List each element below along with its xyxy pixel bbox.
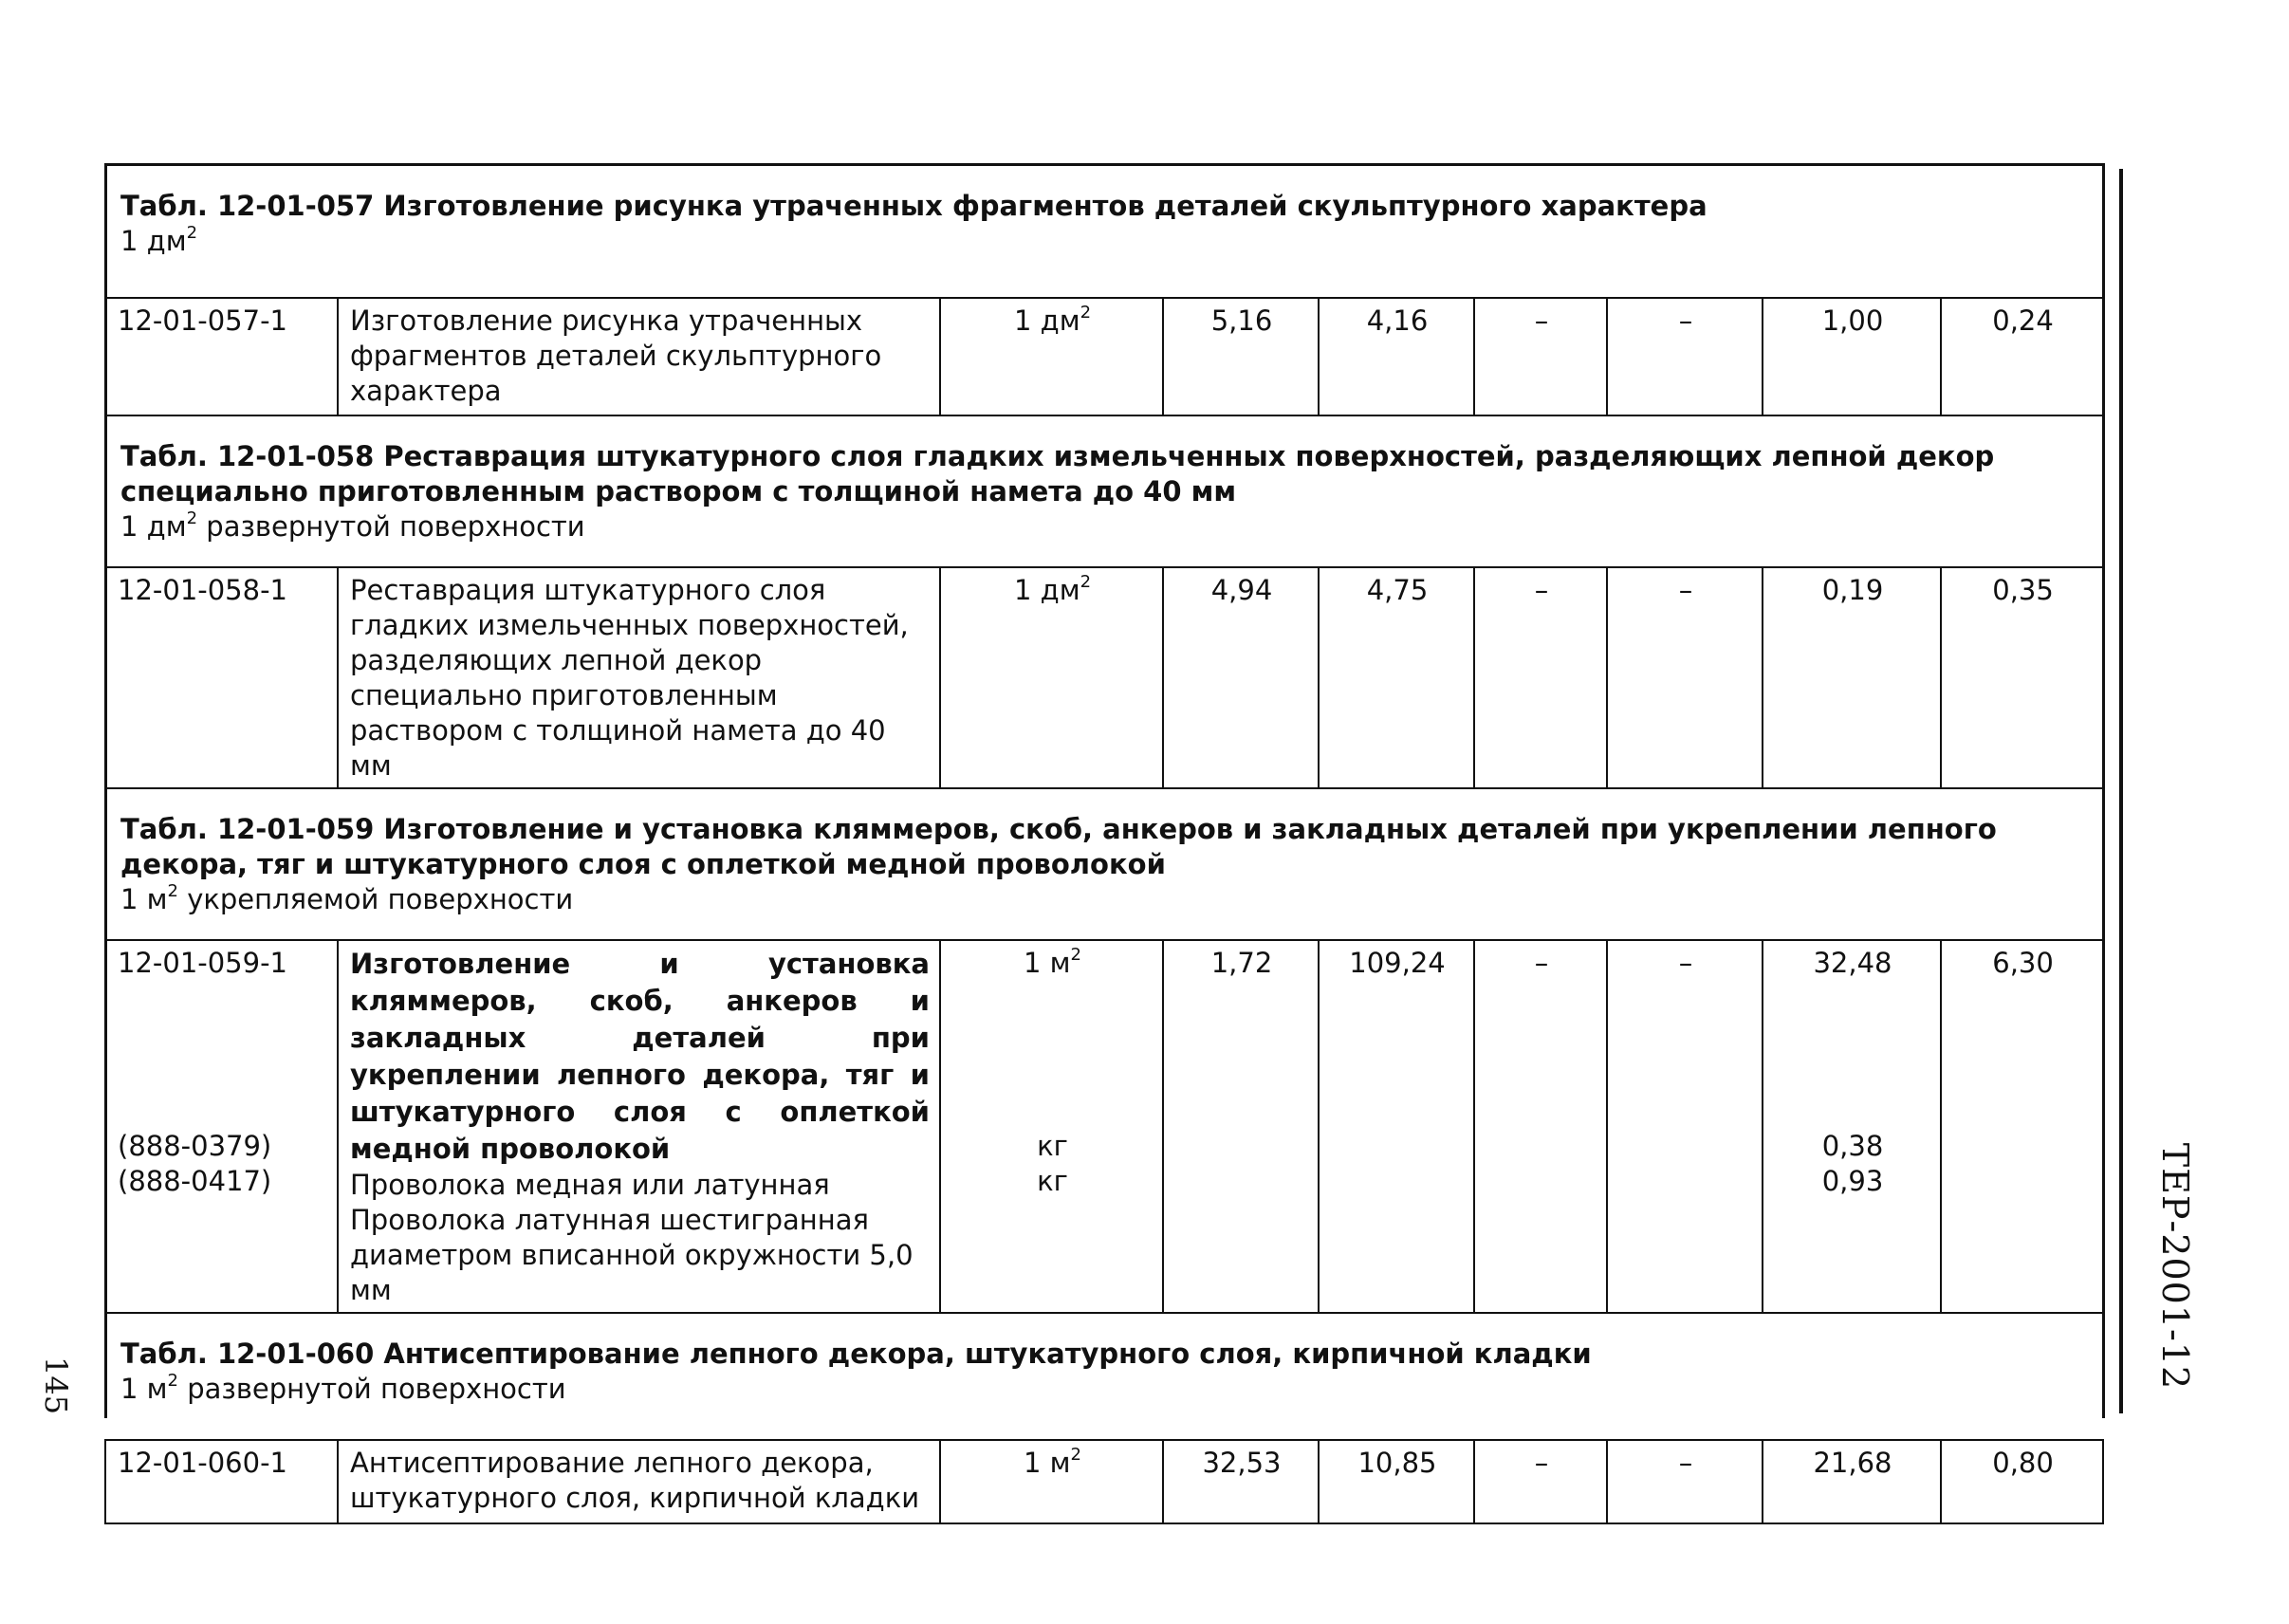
row-value-5-cell <box>1763 940 1941 1313</box>
row-value-6: 0,35 <box>1941 567 2103 788</box>
row-unit: 1 $м^2$ <box>1024 945 1081 979</box>
section-header-060 <box>105 1313 2103 1440</box>
section-title: Табл. 12-01-059 Изготовление и установка кляммеров, скоб, анкеров и закладных деталей при укреплении лепного декора, тяг и штукатурного слоя с оплеткой медной проволокой <box>120 813 1997 880</box>
side-rule <box>2119 169 2123 1413</box>
row-value-3: – <box>1474 1440 1607 1523</box>
row-value-3: – <box>1474 940 1607 1313</box>
section-header-057 <box>105 166 2103 298</box>
material-unit: кг <box>1037 1165 1068 1197</box>
section-header-058 <box>105 415 2103 567</box>
row-description: Изготовление рисунка утраченных фрагментов деталей скульптурного характера <box>338 298 940 415</box>
row-unit-cell <box>940 940 1163 1313</box>
section-unit: 1 $м^2$ развернутой поверхности <box>120 1371 566 1405</box>
row-value-6: 0,24 <box>1941 298 2103 415</box>
row-value-1: 1,72 <box>1163 940 1319 1313</box>
price-table <box>104 166 2104 1524</box>
material-qty: 0,93 <box>1821 1165 1884 1197</box>
material-code: (888-0417) <box>118 1165 272 1197</box>
table-row <box>105 298 2103 415</box>
row-description: Изготовление и установка кляммеров, скоб, анкеров и закладных деталей при укреплении лепного декора, тяг и штукатурного слоя с оплеткой медной проволокой <box>350 948 930 1165</box>
row-value-6: 0,80 <box>1941 1440 2103 1523</box>
page-number: 145 <box>38 1356 74 1415</box>
table-row <box>105 567 2103 788</box>
row-unit: 1 $м^2$ <box>940 1440 1163 1523</box>
row-value-2: 4,16 <box>1319 298 1474 415</box>
material-code: (888-0379) <box>118 1130 272 1162</box>
row-code: 12-01-060-1 <box>105 1440 338 1523</box>
row-value-3: – <box>1474 567 1607 788</box>
section-header-059 <box>105 788 2103 940</box>
row-value-1: 4,94 <box>1163 567 1319 788</box>
row-code-cell <box>105 940 338 1313</box>
section-title: Табл. 12-01-060 Антисептирование лепного декора, штукатурного слоя, кирпичной кладки <box>120 1338 1592 1370</box>
row-value-4: – <box>1607 940 1763 1313</box>
row-description-cell <box>338 940 940 1313</box>
row-value-5: 1,00 <box>1763 298 1941 415</box>
table-row <box>105 1440 2103 1523</box>
row-value-6: 6,30 <box>1941 940 2103 1313</box>
document-code: ТЕР-2001-12 <box>2154 1142 2196 1391</box>
row-value-4: – <box>1607 298 1763 415</box>
row-value-5: 32,48 <box>1813 947 1892 979</box>
row-value-1: 32,53 <box>1163 1440 1319 1523</box>
row-value-4: – <box>1607 1440 1763 1523</box>
row-description: Реставрация штукатурного слоя гладких измельченных поверхностей, разделяющих лепной декор специально приготовленным раствором с толщиной намета до 40 мм <box>338 567 940 788</box>
row-code: 12-01-059-1 <box>118 947 287 979</box>
row-value-2: 10,85 <box>1319 1440 1474 1523</box>
row-value-2: 4,75 <box>1319 567 1474 788</box>
row-code: 12-01-058-1 <box>105 567 338 788</box>
row-code: 12-01-057-1 <box>105 298 338 415</box>
row-value-3: – <box>1474 298 1607 415</box>
material-unit: кг <box>1037 1130 1068 1162</box>
row-value-5: 21,68 <box>1763 1440 1941 1523</box>
row-description: Антисептирование лепного декора, штукатурного слоя, кирпичной кладки <box>338 1440 940 1523</box>
section-unit: 1 $м^2$ укрепляемой поверхности <box>120 881 574 915</box>
section-unit: 1 $дм^2$ развернутой поверхности <box>120 508 585 543</box>
row-value-4: – <box>1607 567 1763 788</box>
row-unit: 1 $дм^2$ <box>940 567 1163 788</box>
section-title: Табл. 12-01-058 Реставрация штукатурного слоя гладких измельченных поверхностей, разделяющих лепной декор специально приготовленным раствором с толщиной намета до 40 мм <box>120 440 1995 508</box>
row-value-5: 0,19 <box>1763 567 1941 788</box>
row-unit: 1 $дм^2$ <box>940 298 1163 415</box>
row-value-2: 109,24 <box>1319 940 1474 1313</box>
table-row <box>105 940 2103 1313</box>
row-value-1: 5,16 <box>1163 298 1319 415</box>
section-title: Табл. 12-01-057 Изготовление рисунка утраченных фрагментов деталей скульптурного характера <box>120 190 1708 222</box>
material-description: Проволока латунная шестигранная диаметром вписанной окружности 5,0 мм <box>350 1204 914 1306</box>
material-qty: 0,38 <box>1821 1130 1884 1162</box>
section-unit: 1 $дм^2$ <box>120 223 198 257</box>
material-description: Проволока медная или латунная <box>350 1169 830 1201</box>
